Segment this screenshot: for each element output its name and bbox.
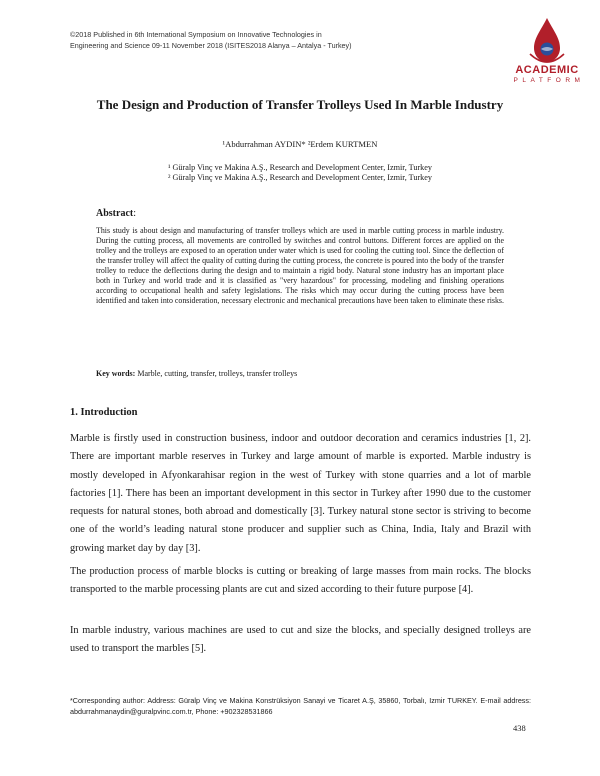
intro-paragraph-3: In marble industry, various machines are used to cut and size the blocks, and specially designed trolleys are used to transport the marbles [5]. [70,625,531,655]
section-heading-introduction: 1. Introduction [70,407,138,418]
abstract-heading-label: Abstract [96,208,134,219]
keywords-label: Key words: [96,369,136,378]
authors: ¹Abdurrahman AYDIN* ²Erdem KURTMEN [222,139,378,149]
affiliation-1: ¹ Güralp Vinç ve Makina A.Ş., Research and Development Center, Izmir, Turkey [167,163,432,172]
affiliations [0,163,600,183]
header-line-2: Engineering and Science 09-11 November 2018 (ISITES2018 Alanya – Antalya - Turkey) [70,40,352,50]
logo-name: ACADEMIC [515,64,579,76]
affiliation-2: ² Güralp Vinç ve Makina A.Ş., Research and Development Center, Izmir, Turkey [167,173,432,182]
abstract-heading [96,208,136,219]
intro-paragraph-2: The production process of marble blocks is cutting or breaking of large masses from main rocks. The blocks transported to the marble processing plants are cut and sized according to their future purpose [4]. [70,566,531,596]
conference-header [70,30,352,51]
intro-paragraph-1: Marble is firstly used in construction business, indoor and outdoor decoration and ceramics industries [1, 2]. There are important marble reserves in Turkey and large amount of marble is exported. Marble industry is mostly developed in Afyonkarahisar region in the west of Turkey with stone quarries and a lot of marble factories [1]. There has been an important development in this sector in Turkey after 1990 due to the customer requests for natural stones, both abroad and domestically [3]. Turkey natural stone sector is striving to become one of the world’s leading natural stone producer and supplier such as China, India, Italy and Brazil with growing market day by day [3]. [70,433,531,554]
header-line-1: ©2018 Published in 6th International Symposium on Innovative Technologies in [70,30,322,39]
keywords [96,369,297,378]
page-number: 438 [513,723,526,733]
paper-title: The Design and Production of Transfer Trolleys Used In Marble Industry [96,97,504,112]
logo-tagline: PLATFORM [513,77,585,84]
logo-wordmark [508,64,586,84]
corresponding-author-footnote: *Corresponding author: Address: Güralp Vinç ve Makina Konstrüksiyon Sanayi ve Ticaret A.Ş, 35860, Torbalı, Izmir TURKEY. E-mail address: abdurrahmanaydin@guralpvinc.com.tr, Phone: +902328531866 [70,696,531,716]
abstract-body: This study is about design and manufacturing of transfer trolleys which are used in marble cutting process in marble industry. During the cutting process, all movements are controlled by switches and control buttons. Different forces are applied on the trolley and the trolleys are exposed to an operation under water which is used for cooling the cutting tool. Since the deflection of the transfer trolley will affect the quality of cutting during the cutting process, the concrete is poured into the body of the transfer trolley to reduce the deflections during the design and to maintain a rigid body. Natural stone industry has an important place both in Turkey and world trade and it is classified as "very hazardous" for processing, modeling and finishing operations according to occupational health and safety legislations. The risks which may occur during the cutting process have been identified and taken into consideration, necessary electronic and mechanical precautions have been taken to eliminate these risks. [96,226,504,306]
keywords-text: Marble, cutting, transfer, trolleys, transfer trolleys [137,369,298,378]
abstract-heading-colon: : [133,208,136,219]
